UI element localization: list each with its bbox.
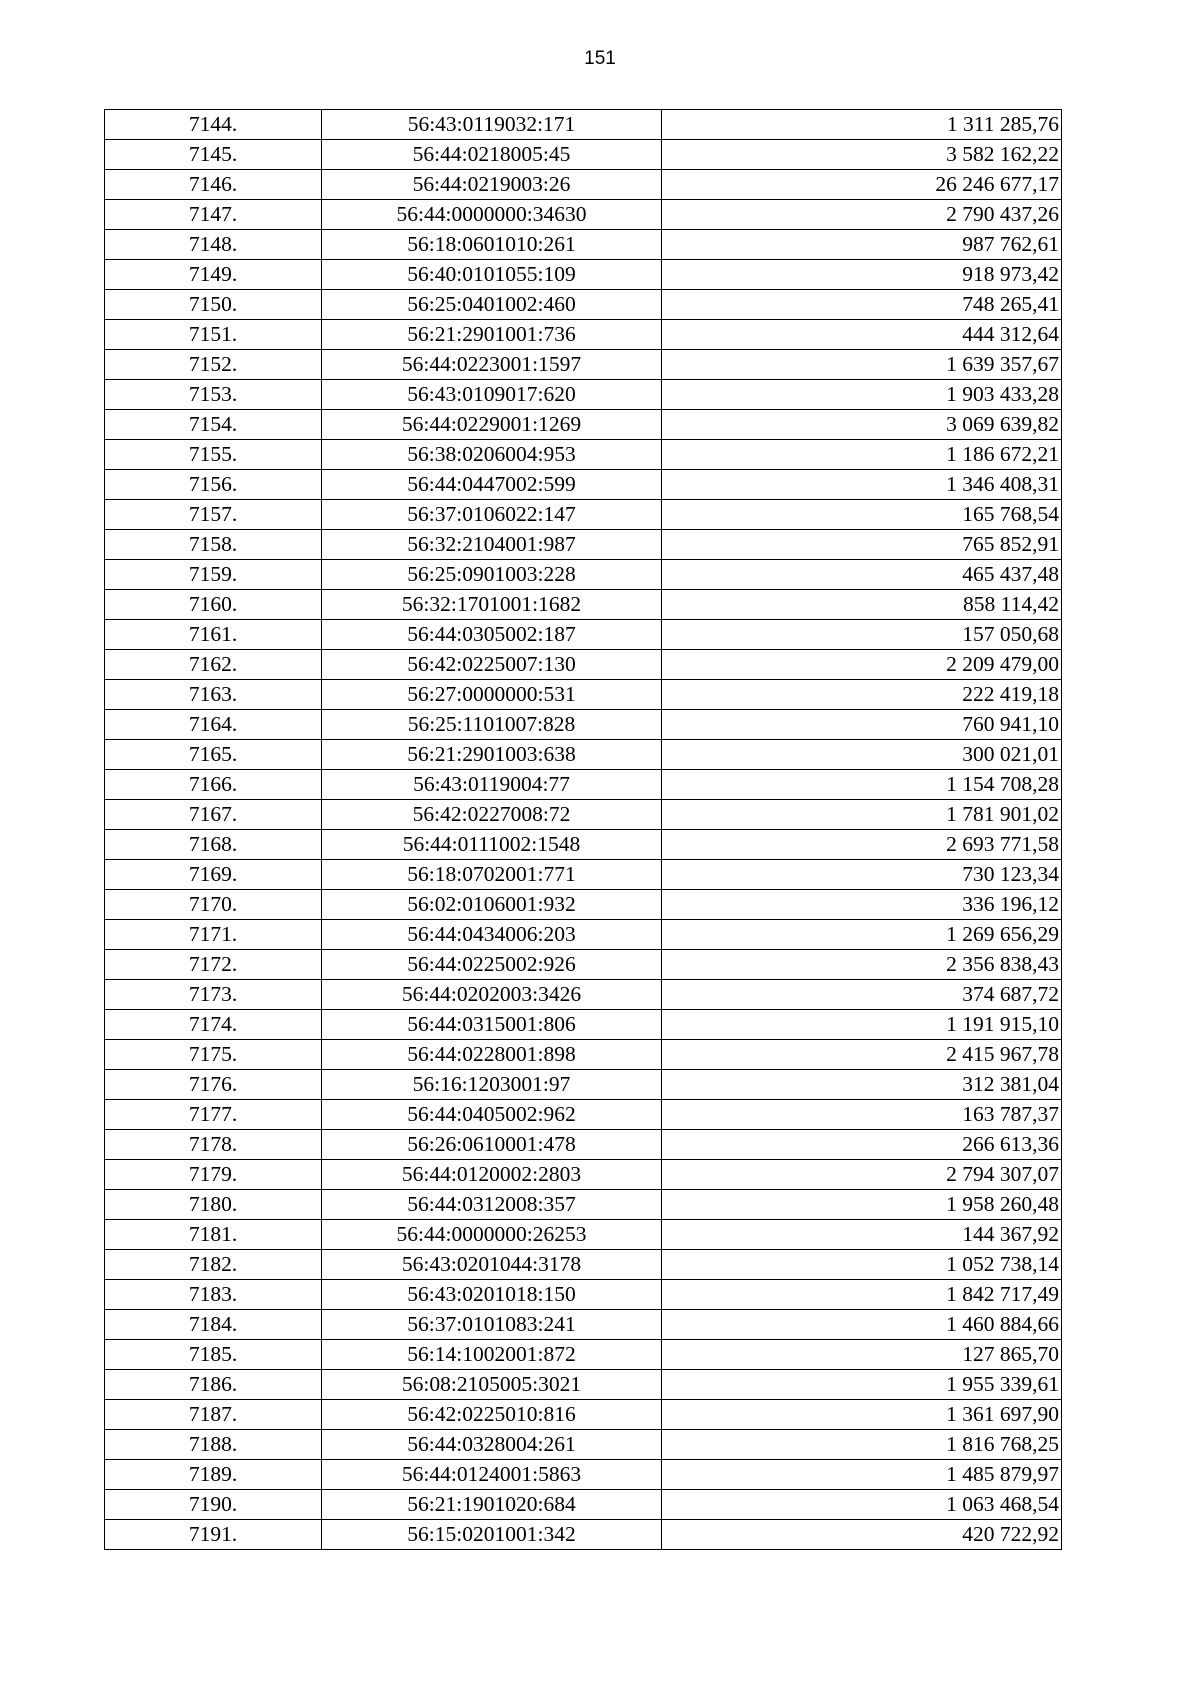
cadastral-value-cell: 1 816 768,25: [662, 1430, 1062, 1460]
cadastral-number-cell: 56:25:0901003:228: [322, 560, 662, 590]
cadastral-number-cell: 56:18:0601010:261: [322, 230, 662, 260]
cadastral-value-cell: 2 415 967,78: [662, 1040, 1062, 1070]
row-number-cell: 7185.: [105, 1340, 322, 1370]
cadastral-value-cell: 1 460 884,66: [662, 1310, 1062, 1340]
table-row: [105, 1100, 1062, 1130]
row-number-cell: 7166.: [105, 770, 322, 800]
cadastral-value-cell: 1 346 408,31: [662, 470, 1062, 500]
cadastral-value-cell: 1 154 708,28: [662, 770, 1062, 800]
table-row: [105, 1490, 1062, 1520]
table-body: [105, 110, 1062, 1550]
row-number-cell: 7182.: [105, 1250, 322, 1280]
row-number-cell: 7171.: [105, 920, 322, 950]
cadastral-value-cell: 1 639 357,67: [662, 350, 1062, 380]
table-row: [105, 590, 1062, 620]
cadastral-number-cell: 56:44:0328004:261: [322, 1430, 662, 1460]
row-number-cell: 7162.: [105, 650, 322, 680]
cadastral-value-cell: 127 865,70: [662, 1340, 1062, 1370]
row-number-cell: 7169.: [105, 860, 322, 890]
cadastral-value-cell: 222 419,18: [662, 680, 1062, 710]
row-number-cell: 7190.: [105, 1490, 322, 1520]
cadastral-number-cell: 56:44:0447002:599: [322, 470, 662, 500]
row-number-cell: 7159.: [105, 560, 322, 590]
table-row: [105, 1430, 1062, 1460]
table-row: [105, 1370, 1062, 1400]
cadastral-number-cell: 56:32:1701001:1682: [322, 590, 662, 620]
cadastral-number-cell: 56:44:0223001:1597: [322, 350, 662, 380]
cadastral-number-cell: 56:08:2105005:3021: [322, 1370, 662, 1400]
cadastral-number-cell: 56:27:0000000:531: [322, 680, 662, 710]
cadastral-number-cell: 56:44:0120002:2803: [322, 1160, 662, 1190]
cadastral-number-cell: 56:44:0000000:26253: [322, 1220, 662, 1250]
table-row: [105, 1130, 1062, 1160]
cadastral-number-cell: 56:37:0106022:147: [322, 500, 662, 530]
table-row: [105, 920, 1062, 950]
cadastral-number-cell: 56:37:0101083:241: [322, 1310, 662, 1340]
cadastral-number-cell: 56:18:0702001:771: [322, 860, 662, 890]
cadastral-value-cell: 444 312,64: [662, 320, 1062, 350]
table-row: [105, 1160, 1062, 1190]
row-number-cell: 7167.: [105, 800, 322, 830]
table-row: [105, 980, 1062, 1010]
cadastral-value-cell: 1 842 717,49: [662, 1280, 1062, 1310]
row-number-cell: 7189.: [105, 1460, 322, 1490]
table-row: [105, 1520, 1062, 1550]
table-row: [105, 860, 1062, 890]
cadastral-value-cell: 1 186 672,21: [662, 440, 1062, 470]
cadastral-number-cell: 56:44:0124001:5863: [322, 1460, 662, 1490]
row-number-cell: 7178.: [105, 1130, 322, 1160]
cadastral-value-cell: 1 191 915,10: [662, 1010, 1062, 1040]
cadastral-value-table: [104, 109, 1062, 1550]
table-row: [105, 1310, 1062, 1340]
cadastral-value-cell: 144 367,92: [662, 1220, 1062, 1250]
cadastral-value-cell: 2 794 307,07: [662, 1160, 1062, 1190]
cadastral-value-cell: 1 903 433,28: [662, 380, 1062, 410]
table-row: [105, 1400, 1062, 1430]
cadastral-value-cell: 858 114,42: [662, 590, 1062, 620]
table-row: [105, 170, 1062, 200]
cadastral-number-cell: 56:26:0610001:478: [322, 1130, 662, 1160]
cadastral-number-cell: 56:42:0225007:130: [322, 650, 662, 680]
cadastral-value-cell: 26 246 677,17: [662, 170, 1062, 200]
row-number-cell: 7157.: [105, 500, 322, 530]
cadastral-value-cell: 465 437,48: [662, 560, 1062, 590]
table-row: [105, 230, 1062, 260]
page-number: 151: [584, 48, 616, 69]
cadastral-number-cell: 56:40:0101055:109: [322, 260, 662, 290]
row-number-cell: 7148.: [105, 230, 322, 260]
cadastral-value-cell: 163 787,37: [662, 1100, 1062, 1130]
table-row: [105, 620, 1062, 650]
cadastral-number-cell: 56:43:0119032:171: [322, 110, 662, 140]
row-number-cell: 7158.: [105, 530, 322, 560]
cadastral-number-cell: 56:38:0206004:953: [322, 440, 662, 470]
cadastral-value-cell: 3 069 639,82: [662, 410, 1062, 440]
table-row: [105, 740, 1062, 770]
row-number-cell: 7177.: [105, 1100, 322, 1130]
cadastral-value-cell: 374 687,72: [662, 980, 1062, 1010]
row-number-cell: 7188.: [105, 1430, 322, 1460]
cadastral-value-cell: 336 196,12: [662, 890, 1062, 920]
table-row: [105, 410, 1062, 440]
cadastral-number-cell: 56:14:1002001:872: [322, 1340, 662, 1370]
cadastral-value-cell: 266 613,36: [662, 1130, 1062, 1160]
table-row: [105, 440, 1062, 470]
cadastral-value-cell: 730 123,34: [662, 860, 1062, 890]
table-row: [105, 800, 1062, 830]
row-number-cell: 7163.: [105, 680, 322, 710]
cadastral-number-cell: 56:43:0119004:77: [322, 770, 662, 800]
row-number-cell: 7154.: [105, 410, 322, 440]
table-row: [105, 1460, 1062, 1490]
row-number-cell: 7180.: [105, 1190, 322, 1220]
table-row: [105, 380, 1062, 410]
row-number-cell: 7186.: [105, 1370, 322, 1400]
cadastral-number-cell: 56:44:0305002:187: [322, 620, 662, 650]
table-row: [105, 500, 1062, 530]
cadastral-value-cell: 300 021,01: [662, 740, 1062, 770]
cadastral-number-cell: 56:32:2104001:987: [322, 530, 662, 560]
cadastral-value-cell: 1 361 697,90: [662, 1400, 1062, 1430]
table-row: [105, 290, 1062, 320]
cadastral-number-cell: 56:42:0225010:816: [322, 1400, 662, 1430]
cadastral-number-cell: 56:43:0201018:150: [322, 1280, 662, 1310]
cadastral-number-cell: 56:44:0225002:926: [322, 950, 662, 980]
table-row: [105, 260, 1062, 290]
cadastral-value-cell: 1 063 468,54: [662, 1490, 1062, 1520]
row-number-cell: 7181.: [105, 1220, 322, 1250]
cadastral-value-cell: 420 722,92: [662, 1520, 1062, 1550]
row-number-cell: 7184.: [105, 1310, 322, 1340]
cadastral-number-cell: 56:44:0111002:1548: [322, 830, 662, 860]
table-row: [105, 1340, 1062, 1370]
table-row: [105, 890, 1062, 920]
row-number-cell: 7152.: [105, 350, 322, 380]
table-row: [105, 1070, 1062, 1100]
table-row: [105, 650, 1062, 680]
cadastral-value-cell: 1 781 901,02: [662, 800, 1062, 830]
cadastral-number-cell: 56:44:0405002:962: [322, 1100, 662, 1130]
row-number-cell: 7191.: [105, 1520, 322, 1550]
table-row: [105, 1010, 1062, 1040]
table-row: [105, 950, 1062, 980]
row-number-cell: 7183.: [105, 1280, 322, 1310]
table-row: [105, 320, 1062, 350]
table-row: [105, 1190, 1062, 1220]
cadastral-value-cell: 165 768,54: [662, 500, 1062, 530]
row-number-cell: 7155.: [105, 440, 322, 470]
cadastral-value-cell: 2 693 771,58: [662, 830, 1062, 860]
row-number-cell: 7175.: [105, 1040, 322, 1070]
cadastral-value-cell: 2 209 479,00: [662, 650, 1062, 680]
cadastral-value-cell: 2 790 437,26: [662, 200, 1062, 230]
cadastral-value-cell: 1 485 879,97: [662, 1460, 1062, 1490]
row-number-cell: 7160.: [105, 590, 322, 620]
cadastral-number-cell: 56:44:0315001:806: [322, 1010, 662, 1040]
cadastral-value-cell: 748 265,41: [662, 290, 1062, 320]
cadastral-number-cell: 56:44:0000000:34630: [322, 200, 662, 230]
cadastral-value-cell: 1 958 260,48: [662, 1190, 1062, 1220]
row-number-cell: 7147.: [105, 200, 322, 230]
table-row: [105, 1220, 1062, 1250]
row-number-cell: 7187.: [105, 1400, 322, 1430]
table-row: [105, 1040, 1062, 1070]
cadastral-value-cell: 1 052 738,14: [662, 1250, 1062, 1280]
cadastral-value-cell: 987 762,61: [662, 230, 1062, 260]
table-row: [105, 470, 1062, 500]
row-number-cell: 7151.: [105, 320, 322, 350]
cadastral-number-cell: 56:25:1101007:828: [322, 710, 662, 740]
cadastral-number-cell: 56:21:2901001:736: [322, 320, 662, 350]
cadastral-number-cell: 56:16:1203001:97: [322, 1070, 662, 1100]
cadastral-number-cell: 56:25:0401002:460: [322, 290, 662, 320]
cadastral-number-cell: 56:44:0202003:3426: [322, 980, 662, 1010]
cadastral-value-cell: 918 973,42: [662, 260, 1062, 290]
row-number-cell: 7179.: [105, 1160, 322, 1190]
table-row: [105, 110, 1062, 140]
table-row: [105, 560, 1062, 590]
cadastral-value-cell: 3 582 162,22: [662, 140, 1062, 170]
cadastral-value-cell: 312 381,04: [662, 1070, 1062, 1100]
cadastral-number-cell: 56:21:2901003:638: [322, 740, 662, 770]
row-number-cell: 7172.: [105, 950, 322, 980]
table-row: [105, 1280, 1062, 1310]
row-number-cell: 7146.: [105, 170, 322, 200]
row-number-cell: 7150.: [105, 290, 322, 320]
row-number-cell: 7173.: [105, 980, 322, 1010]
row-number-cell: 7168.: [105, 830, 322, 860]
cadastral-number-cell: 56:44:0229001:1269: [322, 410, 662, 440]
table-row: [105, 140, 1062, 170]
cadastral-number-cell: 56:21:1901020:684: [322, 1490, 662, 1520]
cadastral-number-cell: 56:44:0219003:26: [322, 170, 662, 200]
cadastral-value-cell: 157 050,68: [662, 620, 1062, 650]
cadastral-number-cell: 56:44:0218005:45: [322, 140, 662, 170]
row-number-cell: 7153.: [105, 380, 322, 410]
table-row: [105, 830, 1062, 860]
row-number-cell: 7164.: [105, 710, 322, 740]
cadastral-value-cell: 2 356 838,43: [662, 950, 1062, 980]
row-number-cell: 7165.: [105, 740, 322, 770]
table-row: [105, 680, 1062, 710]
table-row: [105, 1250, 1062, 1280]
cadastral-value-cell: 765 852,91: [662, 530, 1062, 560]
table-row: [105, 530, 1062, 560]
table-row: [105, 200, 1062, 230]
table-row: [105, 710, 1062, 740]
row-number-cell: 7170.: [105, 890, 322, 920]
cadastral-value-cell: 1 311 285,76: [662, 110, 1062, 140]
cadastral-number-cell: 56:15:0201001:342: [322, 1520, 662, 1550]
cadastral-value-cell: 760 941,10: [662, 710, 1062, 740]
row-number-cell: 7145.: [105, 140, 322, 170]
cadastral-number-cell: 56:42:0227008:72: [322, 800, 662, 830]
row-number-cell: 7144.: [105, 110, 322, 140]
cadastral-number-cell: 56:43:0201044:3178: [322, 1250, 662, 1280]
cadastral-number-cell: 56:44:0434006:203: [322, 920, 662, 950]
cadastral-number-cell: 56:44:0228001:898: [322, 1040, 662, 1070]
row-number-cell: 7161.: [105, 620, 322, 650]
table-row: [105, 350, 1062, 380]
cadastral-value-cell: 1 955 339,61: [662, 1370, 1062, 1400]
row-number-cell: 7176.: [105, 1070, 322, 1100]
row-number-cell: 7149.: [105, 260, 322, 290]
table-row: [105, 770, 1062, 800]
cadastral-number-cell: 56:44:0312008:357: [322, 1190, 662, 1220]
cadastral-number-cell: 56:02:0106001:932: [322, 890, 662, 920]
row-number-cell: 7174.: [105, 1010, 322, 1040]
cadastral-value-cell: 1 269 656,29: [662, 920, 1062, 950]
row-number-cell: 7156.: [105, 470, 322, 500]
cadastral-number-cell: 56:43:0109017:620: [322, 380, 662, 410]
